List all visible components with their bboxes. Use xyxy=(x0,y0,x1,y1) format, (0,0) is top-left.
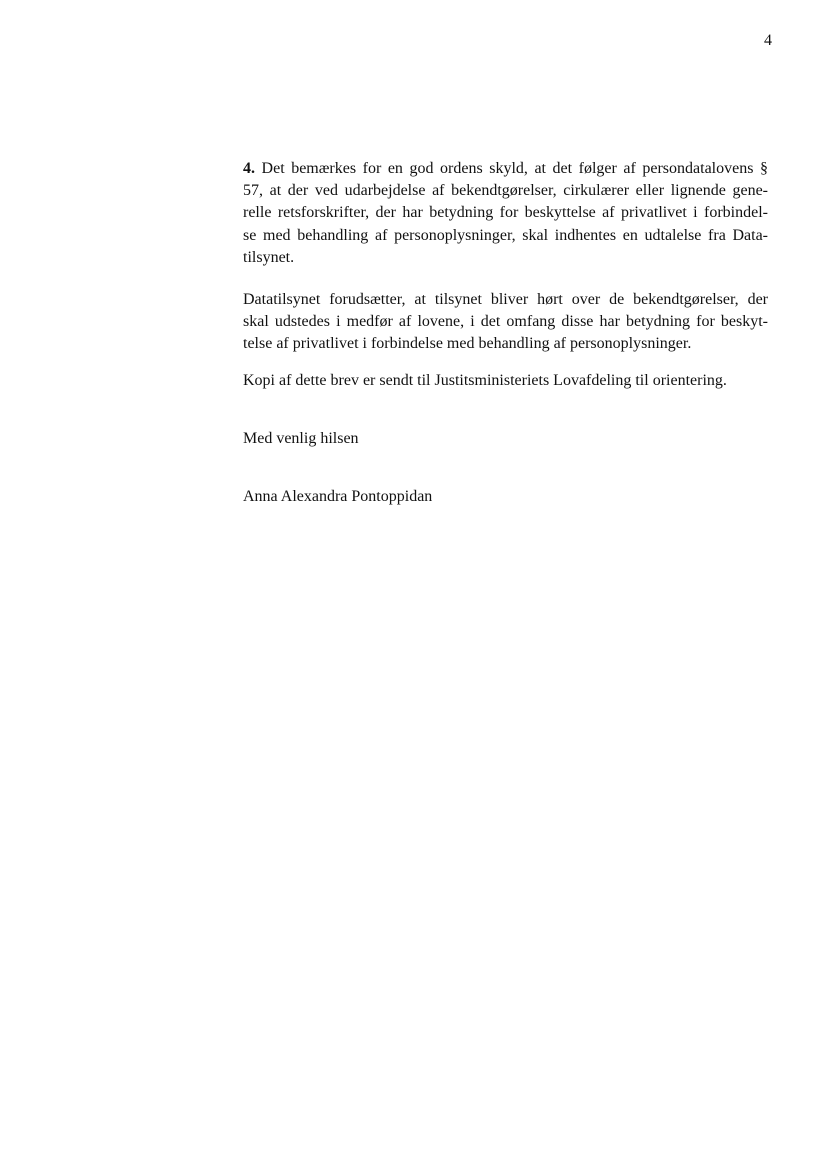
paragraph-hearing-line-3: telse af privatlivet i forbindelse med behandling af personoplysninger. xyxy=(243,335,692,353)
paragraph-hearing-line-1: Datatilsynet forudsætter, at tilsynet bliver hørt over de bekendtgørelser, der xyxy=(243,291,768,309)
paragraph-copy xyxy=(243,370,768,392)
paragraph-4-line-5: tilsynet. xyxy=(243,248,295,266)
closing-greeting xyxy=(243,428,768,450)
paragraph-4 xyxy=(243,158,768,269)
paragraph-4-line-1 xyxy=(243,158,768,180)
paragraph-number: 4. xyxy=(243,160,255,177)
paragraph-4-line-4: se med behandling af personoplysninger, skal indhentes en udtalelse fra Data- xyxy=(243,226,768,244)
letter-body xyxy=(243,158,768,508)
signature xyxy=(243,486,768,508)
paragraph-copy-text: Kopi af dette brev er sendt til Justitsministeriets Lovafdeling til orientering. xyxy=(243,371,727,389)
page-number: 4 xyxy=(764,32,772,49)
paragraph-4-line-3: relle retsforskrifter, der har betydning for beskyttelse af privatlivet i forbindel- xyxy=(243,204,768,222)
paragraph-4-line-1-text: Det bemærkes for en god ordens skyld, at det følger af persondatalovens § xyxy=(255,160,768,177)
paragraph-hearing xyxy=(243,289,768,356)
greeting-text: Med venlig hilsen xyxy=(243,429,359,447)
signature-name: Anna Alexandra Pontoppidan xyxy=(243,488,433,506)
paragraph-hearing-line-2: skal udstedes i medfør af lovene, i det omfang disse har betydning for beskyt- xyxy=(243,313,768,331)
paragraph-4-line-2: 57, at der ved udarbejdelse af bekendtgørelser, cirkulærer eller lignende gene- xyxy=(243,182,768,200)
